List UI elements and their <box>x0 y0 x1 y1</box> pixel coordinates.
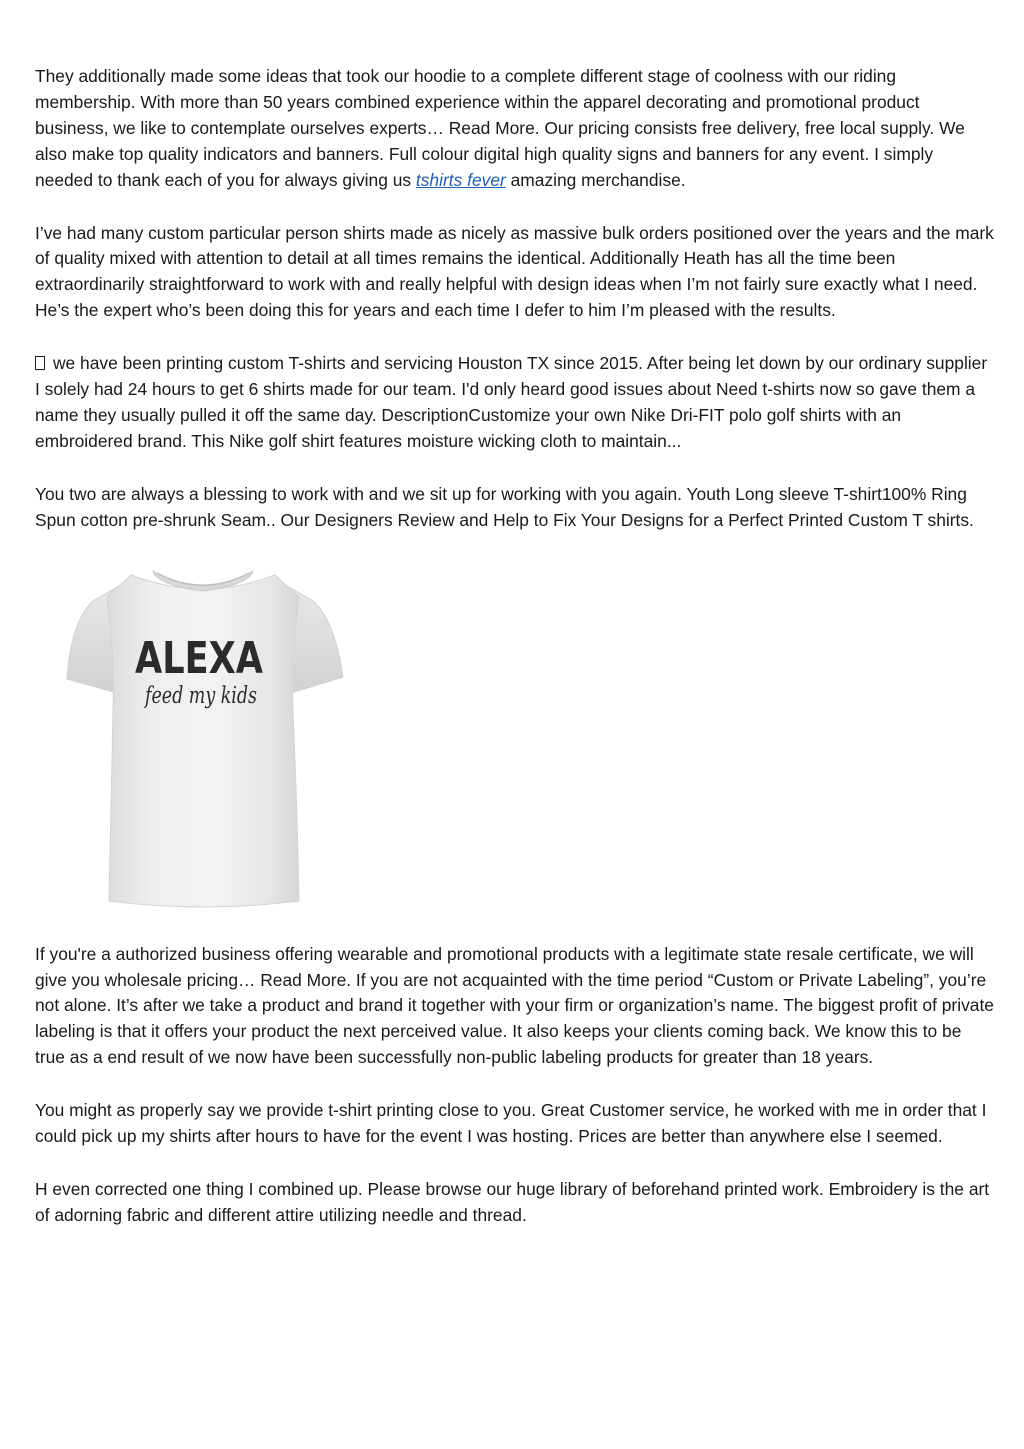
tshirt-graphic <box>53 561 353 917</box>
paragraph-2: I’ve had many custom particular person shirts made as nicely as massive bulk orders positioned over the years and the mark of quality mixed with attention to detail at all times remains the identical. Additionally Heath has all the time been extraordinarily straightforward to work with and really helpful with design ideas when I’m not fairly sure exactly what I need. He’s the expert who’s been doing this for years and each time I defer to him I’m pleased with the results. <box>35 222 994 321</box>
missing-glyph-icon <box>35 356 45 370</box>
paragraph-4: You two are always a blessing to work with and we sit up for working with you again. Youth Long sleeve T-shirt100% Ring Spun cotton pre-shrunk Seam.. Our Designers Review and Help to Fix Your Designs for a Perfect Printed Custom T shirts. <box>35 483 974 530</box>
paragraph-3 <box>35 351 995 455</box>
paragraph-1-text-after: amazing merchandise. <box>505 169 686 190</box>
tshirts-fever-link[interactable]: tshirts fever <box>415 169 506 190</box>
paragraph-5: If you're a authorized business offering wearable and promotional products with a legitimate state resale certificate, we will give you wholesale pricing… Read More. If you are not acquainted with the time period “Custom or Private Labeling”, you’re not alone. It’s after we take a product and brand it together with your firm or organization’s name. The biggest profit of private labeling is that it offers your product the next perceived value. It also keeps your clients coming back. We know this to be true as a end result of we now have been successfully non-public labeling products for greater than 18 years. <box>35 943 994 1068</box>
paragraph-7: H even corrected one thing I combined up. Please browse our huge library of beforehand printed work. Embroidery is the art of adorning fabric and different attire utilizing needle and thread. <box>35 1178 990 1225</box>
tshirt-image <box>53 561 353 917</box>
shirt-body <box>107 575 299 907</box>
paragraph-6: You might as properly say we provide t-shirt printing close to you. Great Customer service, he worked with me in order that I could pick up my shirts after hours to have for the event I was hosting. Prices are better than anywhere else I seemed. <box>35 1100 987 1147</box>
shirt-print-line-1: ALEXA <box>135 632 263 684</box>
document-body <box>35 64 995 1256</box>
paragraph-1-text-before: They additionally made some ideas that took our hoodie to a complete different stage of coolness with our riding membership. With more than 50 years combined experience within the apparel decorating and promotional product business, we like to contemplate ourselves experts… Read More. Our pricing consists free delivery, free local supply. We also make top quality indicators and banners. Full colour digital high quality signs and banners for any event. I simply needed to thank each of you for always giving us <box>35 66 965 190</box>
paragraph-3-text: we have been printing custom T-shirts and servicing Houston TX since 2015. After being let down by our ordinary supplier I solely had 24 hours to get 6 shirts made for our team. I'd only heard good issues about Need t-shirts now so gave them a name they usually pulled it off the same day. DescriptionCustomize your own Nike Dri-FIT polo golf shirts with an embroidered brand. This Nike golf shirt features moisture wicking cloth to maintain... <box>35 353 988 451</box>
shirt-print-line-2: feed my kids <box>143 682 258 709</box>
paragraph-1 <box>35 64 995 194</box>
